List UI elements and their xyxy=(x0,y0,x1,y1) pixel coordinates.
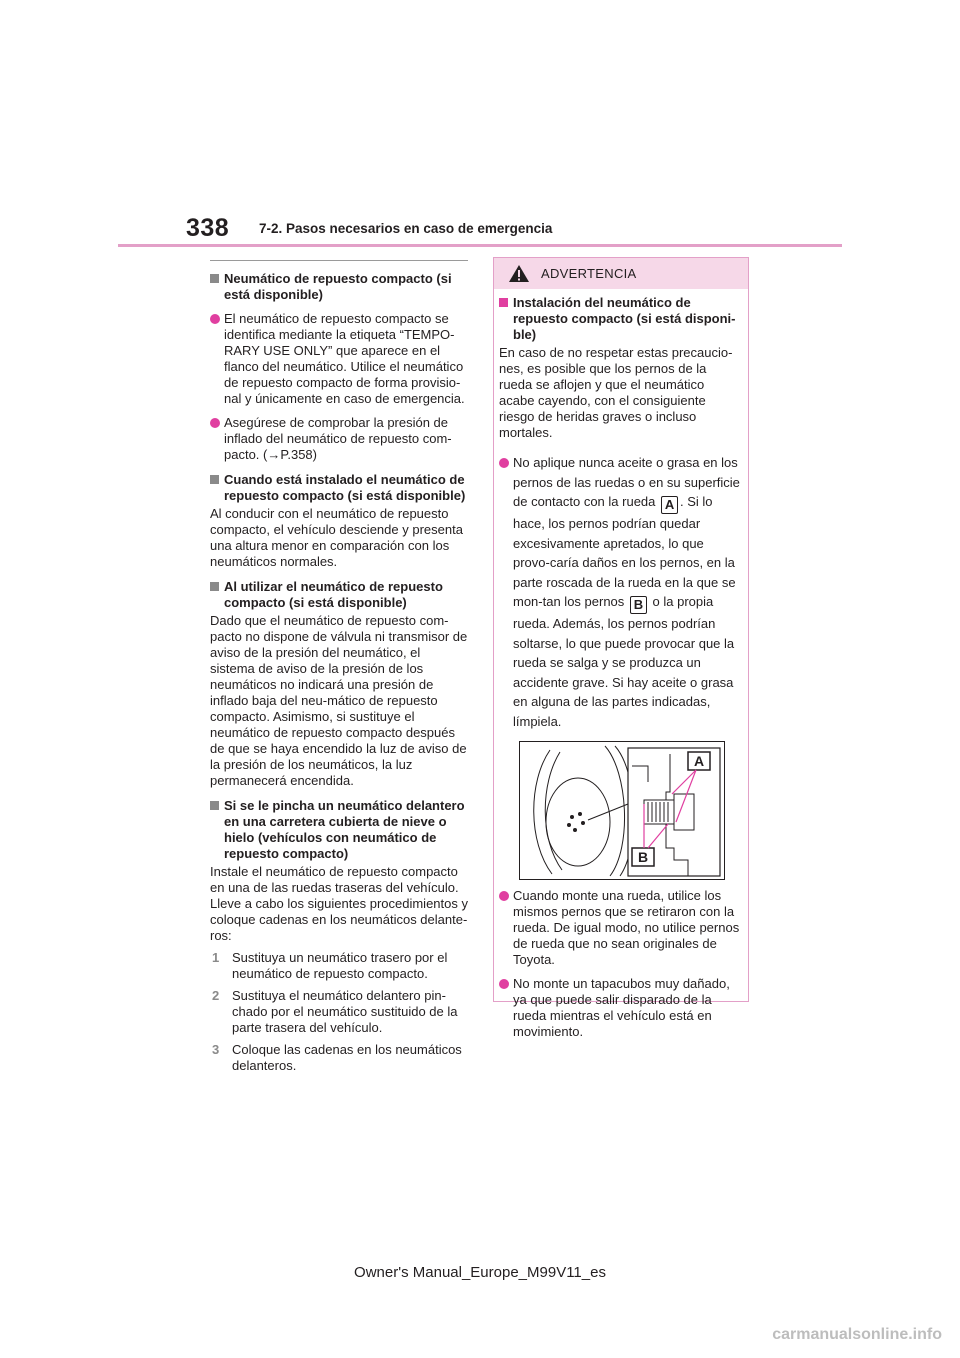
warning-title: ADVERTENCIA xyxy=(541,266,637,281)
warning-header xyxy=(494,258,748,289)
paragraph: En caso de no respetar estas precaucio-nes, es posible que los pernos de la rueda se aflojen y que el neumático acabe cayendo, con el consiguiente riesgo de heridas graves o incluso mortales. xyxy=(499,345,733,440)
divider xyxy=(210,260,468,261)
warning-triangle-icon xyxy=(508,264,530,283)
paragraph: Al conducir con el neumático de repuesto compacto, el vehículo desciende y presenta una altura menor en comparación con los neumáticos normales. xyxy=(210,506,463,569)
page-number: 338 xyxy=(186,214,230,242)
figure-label-b: B xyxy=(637,849,649,865)
figure-label-a: A xyxy=(693,753,705,769)
round-bullet-icon xyxy=(210,314,220,324)
step-item: 3 Coloque las cadenas en los neumáticos delanteros. xyxy=(212,1042,462,1073)
warning-box xyxy=(493,257,749,1039)
square-bullet-icon xyxy=(210,475,219,484)
bullet-item: No monte un tapacubos muy dañado, ya que puede salir disparado de la rueda mientras el vehículo está en movimiento. xyxy=(499,976,742,1040)
wheel-bolt-illustration xyxy=(520,742,724,879)
watermark: carmanualsonline.info xyxy=(772,1326,942,1343)
round-bullet-icon xyxy=(499,891,509,901)
section-title: 7-2. Pasos necesarios en caso de emergencia xyxy=(259,221,553,236)
header-rule xyxy=(118,244,842,247)
round-bullet-icon xyxy=(499,979,509,989)
warning-heading: Instalación del neumático de repuesto compacto (si está disponi-ble) xyxy=(499,295,742,343)
warning-body xyxy=(494,289,748,1040)
square-bullet-icon xyxy=(210,801,219,810)
label-a-icon: A xyxy=(661,496,678,514)
bullet-item: El neumático de repuesto compacto se identifica mediante la etiqueta “TEMPO-RARY USE ONLY” que aparece en el flanco del neumático. Utilice el neumático de repuesto compacto de forma provisio-nal y únicamente en caso de emergencia. xyxy=(210,311,468,407)
section-heading: Si se le pincha un neumático delantero en una carretera cubierta de nieve o hielo (vehículos con neumático de repuesto compacto) xyxy=(210,798,468,862)
bullet-item: Asegúrese de comprobar la presión de inflado del neumático de repuesto com-pacto. (→P.358) xyxy=(210,415,468,463)
square-bullet-icon xyxy=(210,582,219,591)
section-heading: Cuando está instalado el neumático de repuesto compacto (si está disponible) xyxy=(210,472,468,504)
bullet-item: Cuando monte una rueda, utilice los mismos pernos que se retiraron con la rueda. De igual modo, no utilice pernos de rueda que no sean originales de Toyota. xyxy=(499,888,742,968)
step-item: 2 Sustituya el neumático delantero pin-chado por el neumático sustituido de la parte trasera del vehículo. xyxy=(212,988,458,1035)
label-b-icon: B xyxy=(630,596,647,614)
paragraph: Dado que el neumático de repuesto com-pacto no dispone de válvula ni transmisor de aviso de la presión del neumático, el sistema de aviso de la presión de los neumáticos no indicará una presión de inflado baja del neu-mático de repuesto compacto. Asimismo, si sustituye el neumático de repuesto compacto después de que se haya encendido la luz de aviso de la presión de los neumáticos, la luz permanecerá encendida. xyxy=(210,613,468,788)
round-bullet-icon xyxy=(499,458,509,468)
wheel-bolt-figure xyxy=(519,741,725,880)
paragraph: Instale el neumático de repuesto compacto en una de las ruedas traseras del vehículo. Lleve a cabo los siguientes procedimientos y coloque cadenas en los neumáticos delante-ros: xyxy=(210,864,468,943)
bullet-item: No aplique nunca aceite o grasa en los pernos de las ruedas o en su superficie de contacto con la rueda A . Si lo hace, los pernos podrían quedar excesivamente apretados, lo que provo-caría daños en los pernos, en la parte roscada de la rueda en la que se mon-tan los pernos B o la propia rueda. Además, los pernos podrían soltarse, lo que puede provocar que la rueda se salga y se produzca un accidente grave. Si hay aceite o grasa en alguna de las partes indicadas, límpiela. xyxy=(499,453,742,731)
step-item: 1 Sustituya un neumático trasero por el neumático de repuesto compacto. xyxy=(212,950,448,981)
left-column xyxy=(210,260,468,1074)
round-bullet-icon xyxy=(210,418,220,428)
footer-text: Owner's Manual_Europe_M99V11_es xyxy=(354,1264,606,1281)
section-heading: Al utilizar el neumático de repuesto compacto (si está disponible) xyxy=(210,579,468,611)
square-bullet-icon xyxy=(210,274,219,283)
section-heading: Neumático de repuesto compacto (si está disponible) xyxy=(210,271,468,303)
square-bullet-icon xyxy=(499,298,508,307)
